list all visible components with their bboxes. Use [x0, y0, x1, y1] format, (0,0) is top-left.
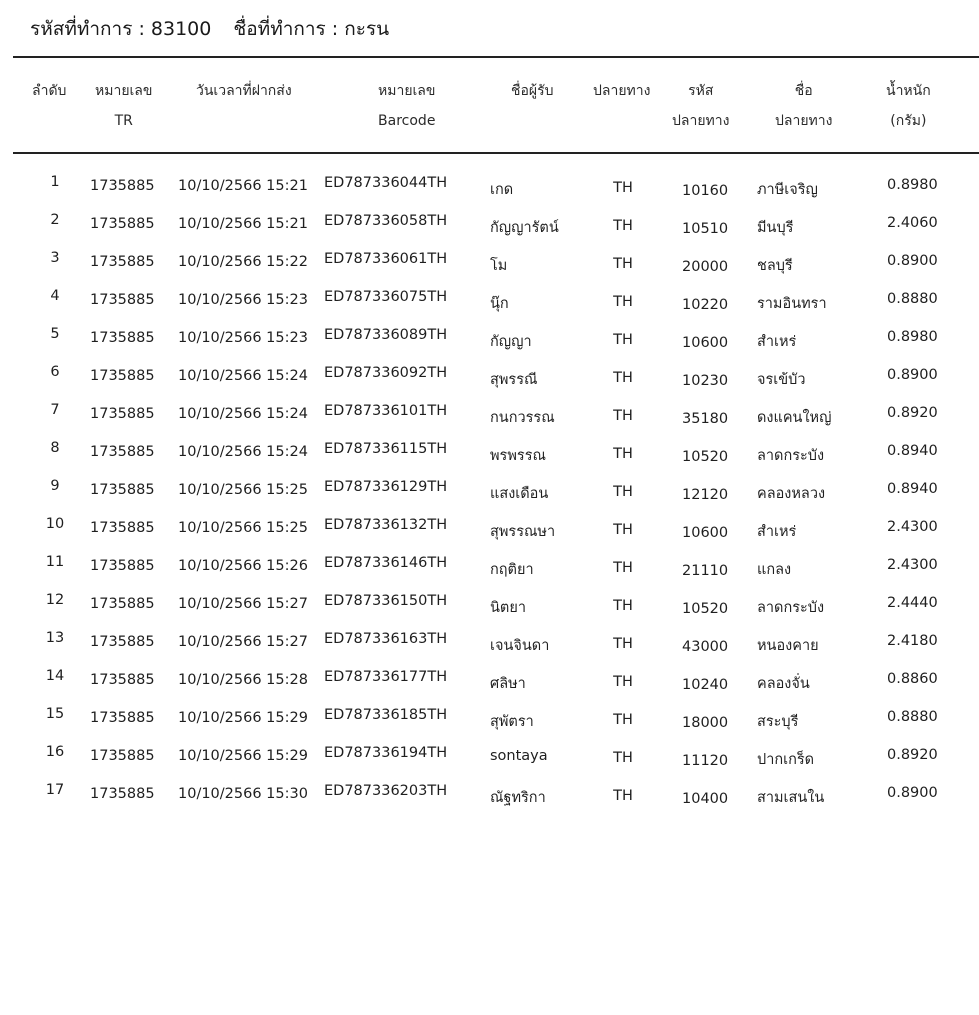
tr-number: 1735885 [90, 634, 155, 650]
row-number: 6 [50, 364, 60, 380]
weight-value: 0.8920 [887, 747, 938, 763]
destination-country: TH [613, 218, 633, 234]
table-row [0, 704, 979, 742]
tr-number: 1735885 [90, 672, 155, 688]
recipient-name: สุพรรณษา [490, 524, 556, 540]
deposit-datetime: 10/10/2566 15:24 [178, 406, 308, 422]
column-header-order: ลำดับ [32, 83, 67, 99]
destination-name: ลาดกระบัง [757, 448, 825, 464]
barcode-number: ED787336129TH [324, 479, 448, 495]
destination-zip: 11120 [682, 753, 729, 769]
column-header-barcode: หมายเลข Barcode [378, 83, 436, 129]
recipient-name: แสงเดือน [490, 486, 549, 502]
recipient-name: สุพรรณี [490, 372, 538, 388]
weight-value: 0.8860 [887, 671, 938, 687]
tr-number: 1735885 [90, 710, 155, 726]
barcode-number: ED787336089TH [324, 327, 448, 343]
weight-value: 0.8940 [887, 481, 938, 497]
recipient-name: sontaya [490, 748, 548, 764]
row-number: 7 [50, 402, 60, 418]
deposit-datetime: 10/10/2566 15:26 [178, 558, 308, 574]
destination-country: TH [613, 598, 633, 614]
row-number: 10 [45, 516, 65, 532]
deposit-datetime: 10/10/2566 15:27 [178, 634, 308, 650]
deposit-datetime: 10/10/2566 15:29 [178, 710, 308, 726]
deposit-datetime: 10/10/2566 15:22 [178, 254, 308, 270]
barcode-number: ED787336177TH [324, 669, 448, 685]
barcode-number: ED787336146TH [324, 555, 448, 571]
table-row [0, 514, 979, 552]
office-code-label: รหัสที่ทำการ : 83100 [30, 18, 212, 40]
tr-number: 1735885 [90, 406, 155, 422]
destination-country: TH [613, 750, 633, 766]
barcode-number: ED787336044TH [324, 175, 448, 191]
tr-number: 1735885 [90, 368, 155, 384]
table-row [0, 476, 979, 514]
column-header-recipient: ชื่อผู้รับ [511, 83, 554, 99]
destination-zip: 35180 [682, 411, 729, 427]
destination-name: หนองคาย [757, 638, 819, 654]
destination-zip: 12120 [682, 487, 729, 503]
column-header-dest-zip: รหัส ปลายทาง [672, 83, 730, 129]
barcode-number: ED787336132TH [324, 517, 448, 533]
deposit-datetime: 10/10/2566 15:24 [178, 368, 308, 384]
table-body [0, 172, 979, 818]
destination-country: TH [613, 636, 633, 652]
barcode-number: ED787336058TH [324, 213, 448, 229]
office-header [30, 14, 389, 44]
destination-name: สำเหร่ [757, 334, 797, 350]
row-number: 5 [50, 326, 60, 342]
destination-country: TH [613, 712, 633, 728]
row-number: 13 [45, 630, 65, 646]
destination-name: สระบุรี [757, 714, 799, 730]
table-row [0, 324, 979, 362]
destination-zip: 10520 [682, 601, 729, 617]
recipient-name: ณัฐทริกา [490, 790, 546, 806]
destination-zip: 10220 [682, 297, 729, 313]
deposit-datetime: 10/10/2566 15:28 [178, 672, 308, 688]
table-row [0, 210, 979, 248]
column-header-destination: ปลายทาง [593, 83, 651, 99]
barcode-number: ED787336075TH [324, 289, 448, 305]
row-number: 4 [50, 288, 60, 304]
deposit-datetime: 10/10/2566 15:25 [178, 482, 308, 498]
destination-zip: 20000 [682, 259, 729, 275]
column-header-tr: หมายเลข TR [95, 83, 153, 129]
recipient-name: ศลิษา [490, 676, 526, 692]
recipient-name: กัญญา [490, 334, 532, 350]
barcode-number: ED787336092TH [324, 365, 448, 381]
row-number: 15 [45, 706, 65, 722]
recipient-name: นิตยา [490, 600, 526, 616]
table-row [0, 286, 979, 324]
deposit-datetime: 10/10/2566 15:21 [178, 178, 308, 194]
weight-value: 0.8980 [887, 329, 938, 345]
destination-country: TH [613, 256, 633, 272]
table-row [0, 666, 979, 704]
weight-value: 0.8880 [887, 709, 938, 725]
destination-zip: 18000 [682, 715, 729, 731]
row-number: 12 [45, 592, 65, 608]
table-row [0, 742, 979, 780]
tr-number: 1735885 [90, 558, 155, 574]
deposit-datetime: 10/10/2566 15:25 [178, 520, 308, 536]
deposit-datetime: 10/10/2566 15:23 [178, 330, 308, 346]
column-header-weight: น้ำหนัก (กรัม) [886, 83, 931, 129]
barcode-number: ED787336061TH [324, 251, 448, 267]
destination-country: TH [613, 484, 633, 500]
barcode-number: ED787336203TH [324, 783, 448, 799]
table-header-rule [13, 152, 979, 154]
destination-country: TH [613, 446, 633, 462]
deposit-datetime: 10/10/2566 15:23 [178, 292, 308, 308]
table-row [0, 248, 979, 286]
destination-country: TH [613, 560, 633, 576]
weight-value: 2.4060 [887, 215, 938, 231]
destination-country: TH [613, 788, 633, 804]
destination-zip: 43000 [682, 639, 729, 655]
row-number: 8 [50, 440, 60, 456]
weight-value: 0.8900 [887, 253, 938, 269]
destination-zip: 10510 [682, 221, 729, 237]
table-row [0, 362, 979, 400]
destination-name: สามเสนใน [757, 790, 825, 806]
destination-country: TH [613, 294, 633, 310]
tr-number: 1735885 [90, 178, 155, 194]
destination-zip: 10160 [682, 183, 729, 199]
weight-value: 0.8920 [887, 405, 938, 421]
row-number: 11 [45, 554, 65, 570]
destination-country: TH [613, 332, 633, 348]
destination-country: TH [613, 180, 633, 196]
tr-number: 1735885 [90, 520, 155, 536]
table-row [0, 552, 979, 590]
destination-name: มีนบุรี [757, 220, 794, 236]
barcode-number: ED787336101TH [324, 403, 448, 419]
deposit-datetime: 10/10/2566 15:29 [178, 748, 308, 764]
tr-number: 1735885 [90, 482, 155, 498]
weight-value: 0.8980 [887, 177, 938, 193]
destination-zip: 10230 [682, 373, 729, 389]
row-number: 9 [50, 478, 60, 494]
row-number: 2 [50, 212, 60, 228]
tr-number: 1735885 [90, 254, 155, 270]
destination-name: ดงแคนใหญ่ [757, 410, 832, 426]
tr-number: 1735885 [90, 216, 155, 232]
table-top-rule [13, 56, 979, 58]
barcode-number: ED787336150TH [324, 593, 448, 609]
destination-country: TH [613, 370, 633, 386]
destination-name: รามอินทรา [757, 296, 827, 312]
destination-name: ชลบุรี [757, 258, 793, 274]
deposit-datetime: 10/10/2566 15:24 [178, 444, 308, 460]
recipient-name: นุ๊ก [490, 296, 509, 312]
destination-name: ภาษีเจริญ [757, 182, 818, 198]
recipient-name: เจนจินดา [490, 638, 550, 654]
barcode-number: ED787336115TH [324, 441, 448, 457]
tr-number: 1735885 [90, 748, 155, 764]
recipient-name: พรพรรณ [490, 448, 546, 464]
destination-zip: 10400 [682, 791, 729, 807]
destination-zip: 10520 [682, 449, 729, 465]
destination-zip: 10600 [682, 525, 729, 541]
table-row [0, 400, 979, 438]
destination-name: จรเข้บัว [757, 372, 806, 388]
tr-number: 1735885 [90, 292, 155, 308]
table-row [0, 172, 979, 210]
weight-value: 0.8900 [887, 785, 938, 801]
column-header-datetime: วันเวลาที่ฝากส่ง [196, 83, 292, 99]
row-number: 17 [45, 782, 65, 798]
weight-value: 2.4300 [887, 519, 938, 535]
destination-name: คลองหลวง [757, 486, 826, 502]
destination-zip: 21110 [682, 563, 729, 579]
destination-name: คลองจั่น [757, 676, 810, 692]
recipient-name: กัญญารัตน์ [490, 220, 559, 236]
tr-number: 1735885 [90, 596, 155, 612]
row-number: 3 [50, 250, 60, 266]
weight-value: 0.8940 [887, 443, 938, 459]
weight-value: 2.4440 [887, 595, 938, 611]
row-number: 14 [45, 668, 65, 684]
recipient-name: กฤติยา [490, 562, 534, 578]
destination-country: TH [613, 408, 633, 424]
weight-value: 0.8900 [887, 367, 938, 383]
destination-country: TH [613, 674, 633, 690]
recipient-name: สุพัตรา [490, 714, 534, 730]
tr-number: 1735885 [90, 786, 155, 802]
destination-zip: 10240 [682, 677, 729, 693]
row-number: 1 [50, 174, 60, 190]
recipient-name: เกด [490, 182, 514, 198]
destination-zip: 10600 [682, 335, 729, 351]
deposit-datetime: 10/10/2566 15:21 [178, 216, 308, 232]
recipient-name: กนกวรรณ [490, 410, 555, 426]
table-row [0, 438, 979, 476]
weight-value: 2.4180 [887, 633, 938, 649]
table-row [0, 628, 979, 666]
destination-name: แกลง [757, 562, 792, 578]
barcode-number: ED787336185TH [324, 707, 448, 723]
table-row [0, 780, 979, 818]
table-row [0, 590, 979, 628]
barcode-number: ED787336163TH [324, 631, 448, 647]
weight-value: 2.4300 [887, 557, 938, 573]
office-name-label: ชื่อที่ทำการ : กะรน [233, 18, 390, 40]
destination-country: TH [613, 522, 633, 538]
deposit-datetime: 10/10/2566 15:30 [178, 786, 308, 802]
column-header-dest-name: ชื่อ ปลายทาง [775, 83, 833, 129]
barcode-number: ED787336194TH [324, 745, 448, 761]
destination-name: สำเหร่ [757, 524, 797, 540]
weight-value: 0.8880 [887, 291, 938, 307]
row-number: 16 [45, 744, 65, 760]
recipient-name: โม [490, 258, 508, 274]
destination-name: ปากเกร็ด [757, 752, 815, 768]
destination-name: ลาดกระบัง [757, 600, 825, 616]
tr-number: 1735885 [90, 444, 155, 460]
tr-number: 1735885 [90, 330, 155, 346]
deposit-datetime: 10/10/2566 15:27 [178, 596, 308, 612]
